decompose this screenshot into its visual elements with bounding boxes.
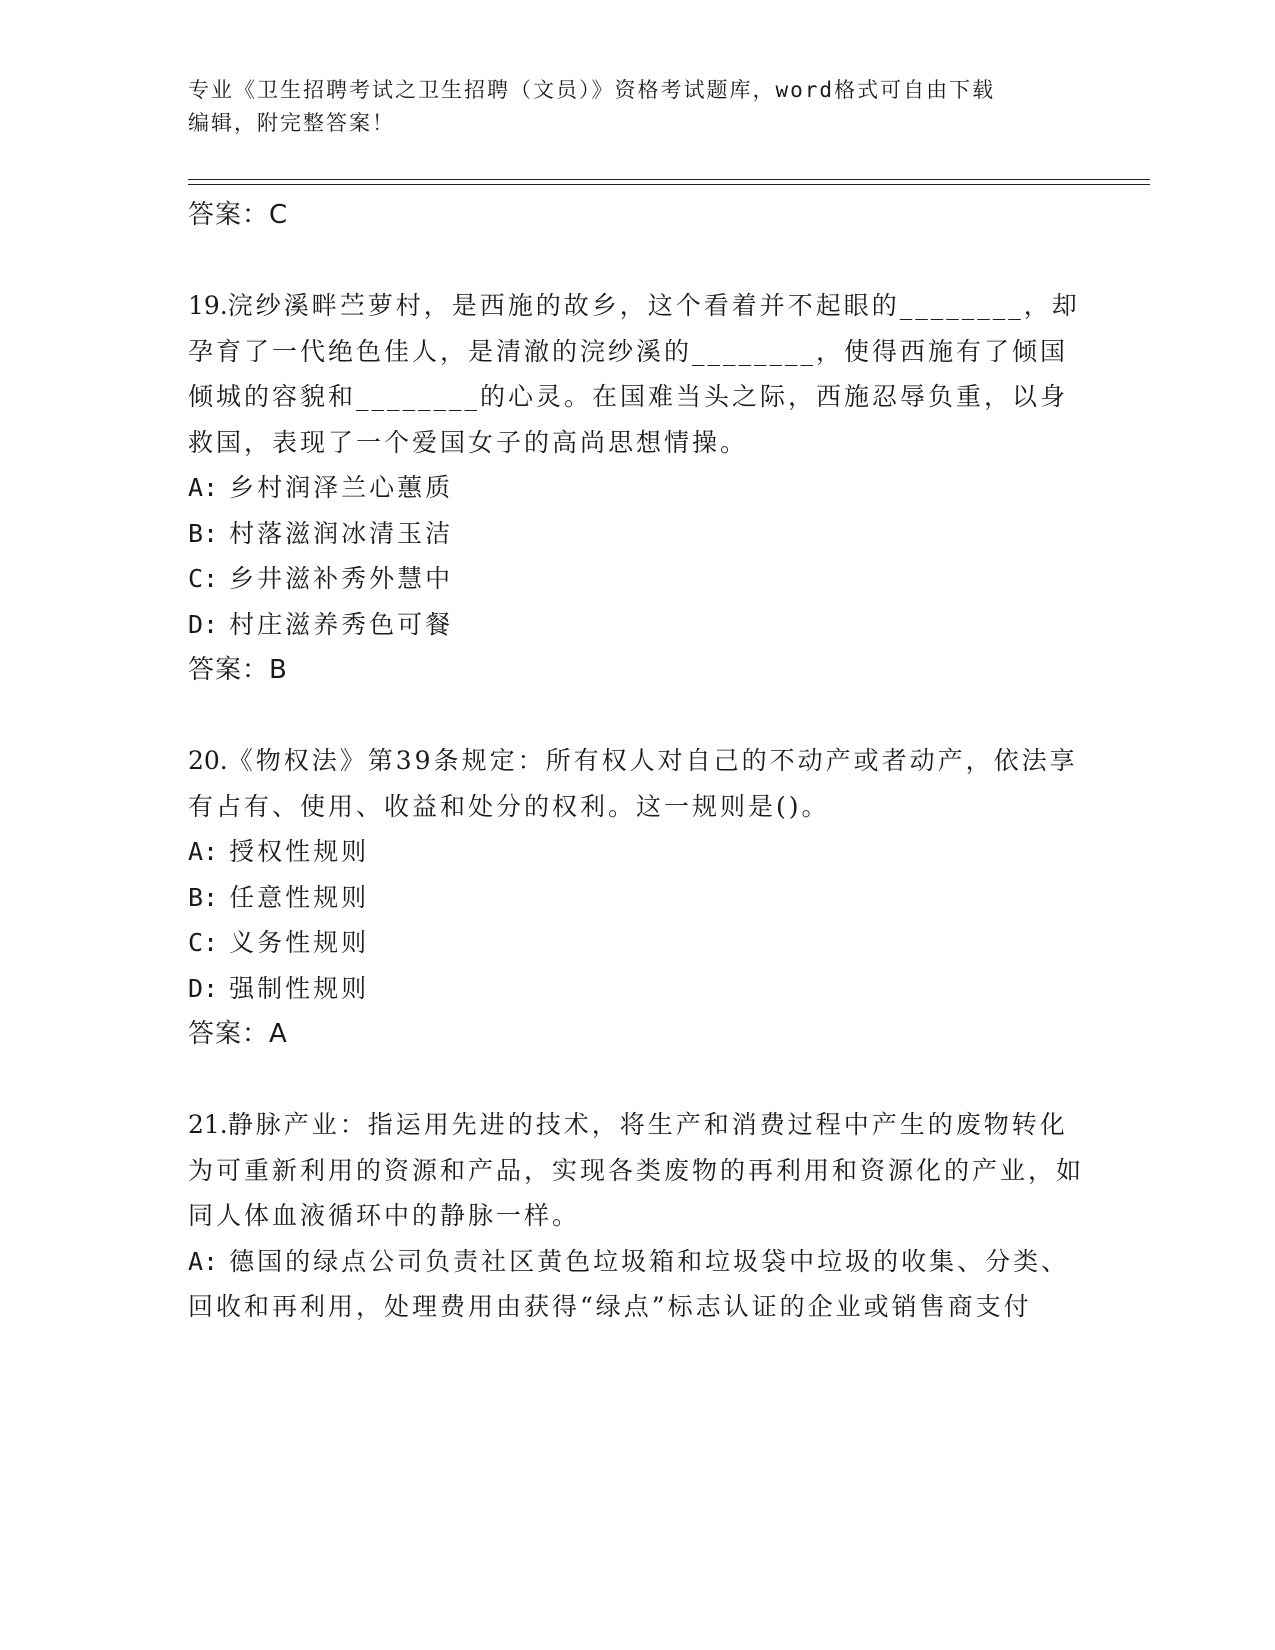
question-number: 21.: [188, 1110, 228, 1139]
question-19: [188, 283, 1088, 465]
option-letter: D:: [188, 609, 219, 639]
option-letter: C:: [188, 928, 219, 957]
option-d: [188, 966, 1088, 1012]
question-number: 20.: [188, 746, 228, 775]
option-c: [188, 556, 1088, 602]
option-text: 任意性规则: [229, 882, 370, 912]
option-a: [188, 465, 1088, 511]
option-letter: A:: [188, 1246, 219, 1276]
option-letter: B:: [188, 882, 219, 912]
header-line-1: 专业《卫生招聘考试之卫生招聘（文员）》资格考试题库，word格式可自由下载: [188, 78, 996, 102]
answer-line: 答案：A: [188, 1019, 288, 1049]
option-text: 授权性规则: [229, 837, 370, 866]
option-c: [188, 920, 1088, 966]
option-letter: B:: [188, 518, 219, 548]
option-text: 村庄滋养秀色可餐: [229, 609, 454, 639]
option-text: 村落滋润冰清玉洁: [229, 518, 454, 548]
question-text: 浣纱溪畔苎萝村，是西施的故乡，这个看着并不起眼的________，却孕育了一代绝色佳人，是清澈的浣纱溪的________，使得西施有了倾国倾城的容貌和________的心灵。在国难当头之际，西施忍辱负重，以身救国，表现了一个爱国女子的高尚思想情操。: [188, 291, 1080, 457]
option-text: 德国的绿点公司负责社区黄色垃圾箱和垃圾袋中垃圾的收集、分类、回收和再利用，处理费用由获得“绿点”标志认证的企业或销售商支付: [188, 1246, 1070, 1321]
option-b: [188, 875, 1088, 921]
option-letter: A:: [188, 837, 219, 866]
header-divider-bottom: [188, 184, 1150, 185]
option-letter: C:: [188, 564, 219, 593]
option-text: 乡井滋补秀外慧中: [229, 564, 454, 593]
option-d: [188, 602, 1088, 648]
option-letter: D:: [188, 973, 219, 1003]
question-21: [188, 1102, 1088, 1239]
header-line-2: 编辑，附完整答案！: [188, 111, 395, 135]
option-text: 义务性规则: [229, 928, 370, 957]
document-body: [188, 192, 1088, 1330]
header-divider-top: [188, 179, 1150, 180]
document-header: [188, 74, 1088, 140]
answer-line: 答案：B: [188, 655, 288, 685]
question-number: 19.: [188, 291, 228, 320]
option-text: 强制性规则: [229, 973, 370, 1003]
question-text: 《物权法》第39条规定：所有权人对自己的不动产或者动产，依法享有占有、使用、收益和处分的权利。这一规则是()。: [188, 746, 1078, 821]
answer-line: 答案：C: [188, 200, 289, 230]
option-a: [188, 829, 1088, 875]
question-text: 静脉产业：指运用先进的技术，将生产和消费过程中产生的废物转化为可重新利用的资源和产品，实现各类废物的再利用和资源化的产业，如同人体血液循环中的静脉一样。: [188, 1110, 1085, 1230]
question-20: [188, 738, 1088, 829]
option-b: [188, 511, 1088, 557]
option-a: [188, 1239, 1088, 1330]
option-letter: A:: [188, 473, 219, 502]
option-text: 乡村润泽兰心蕙质: [229, 473, 454, 502]
